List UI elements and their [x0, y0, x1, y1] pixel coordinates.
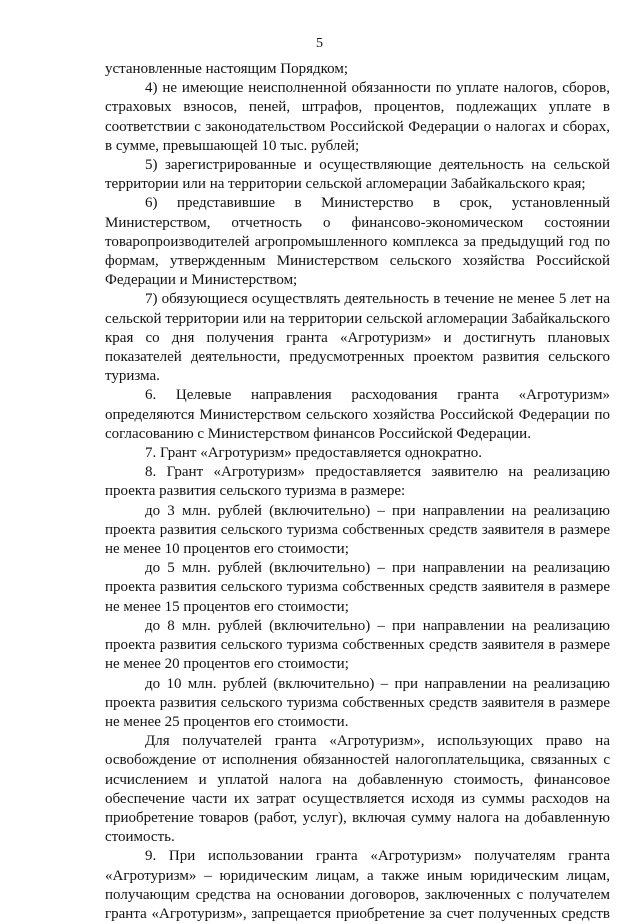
paragraph-item-5: 5) зарегистрированные и осуществляющие деятельность на сельской территории или на территории сельской агломерации Забайкальского края; — [105, 157, 610, 193]
paragraph-section-7: 7. Грант «Агротуризм» предоставляется однократно. — [145, 445, 482, 462]
paragraph-continuation: установленные настоящим Порядком; — [105, 61, 349, 77]
paragraph-section-8: 8. Грант «Агротуризм» предоставляется заявителю на реализацию проекта развития сельского туризма в размере: — [105, 464, 610, 500]
paragraph-item-7: 7) обязующиеся осуществлять деятельность в течение не менее 5 лет на сельской территории или на территории сельской агломерации Забайкальского края со дня получения гранта «Агротуризм» и достигнуть плановых показателей деятельности, предусмотренных проектом развития сельского туризма. — [105, 291, 610, 385]
page-number: 5 — [316, 36, 323, 51]
paragraph-grant-10mln: до 10 млн. рублей (включительно) – при направлении на реализацию проекта развития сельского туризма собственных средств заявителя в размере не менее 25 процентов его стоимости. — [105, 675, 610, 730]
paragraph-item-4: 4) не имеющие неисполненной обязанности по уплате налогов, сборов, страховых взносов, пеней, штрафов, процентов, подлежащих уплате в соответствии с законодательством Российской Федерации о налогах и сборах, в сумме, превышающей 10 тыс. рублей; — [105, 80, 610, 154]
document-body — [105, 60, 610, 924]
paragraph-section-9: 9. При использовании гранта «Агротуризм» получателям гранта «Агротуризм» – юридическим лицам, а также иным юридическим лицам, получающим средства на основании договоров, заключенных с получателем гранта «Агротуризм», запрещается приобретение за счет полученных средств — [105, 848, 610, 922]
paragraph-vat-exemption: Для получателей гранта «Агротуризм», использующих право на освобождение от исполнения обязанностей налогоплательщика, связанных с исчислением и уплатой налога на добавленную стоимость, финансовое обеспечение части их затрат осуществляется исходя из суммы расходов на приобретение товаров (работ, услуг), включая сумму налога на добавленную стоимость. — [105, 733, 610, 846]
paragraph-grant-3mln: до 3 млн. рублей (включительно) – при направлении на реализацию проекта развития сельского туризма собственных средств заявителя в размере не менее 10 процентов его стоимости; — [105, 502, 610, 558]
paragraph-item-6: 6) представившие в Министерство в срок, установленный Министерством, отчетность о финансово-экономическом состоянии товаропроизводителей агропромышленного комплекса за предыдущий год по формам, утвержденным Министерством сельского хозяйства Российской Федерации и Министерством; — [105, 195, 610, 289]
paragraph-section-6: 6. Целевые направления расходования гранта «Агротуризм» определяются Министерством сельского хозяйства Российской Федерации по согласованию с Министерством финансов Российской Федерации. — [105, 387, 610, 442]
paragraph-grant-5mln: до 5 млн. рублей (включительно) – при направлении на реализацию проекта развития сельского туризма собственных средств заявителя в размере не менее 15 процентов его стоимости; — [105, 560, 610, 615]
paragraph-grant-8mln: до 8 млн. рублей (включительно) – при направлении на реализацию проекта развития сельского туризма собственных средств заявителя в размере не менее 20 процентов его стоимости; — [105, 617, 610, 673]
